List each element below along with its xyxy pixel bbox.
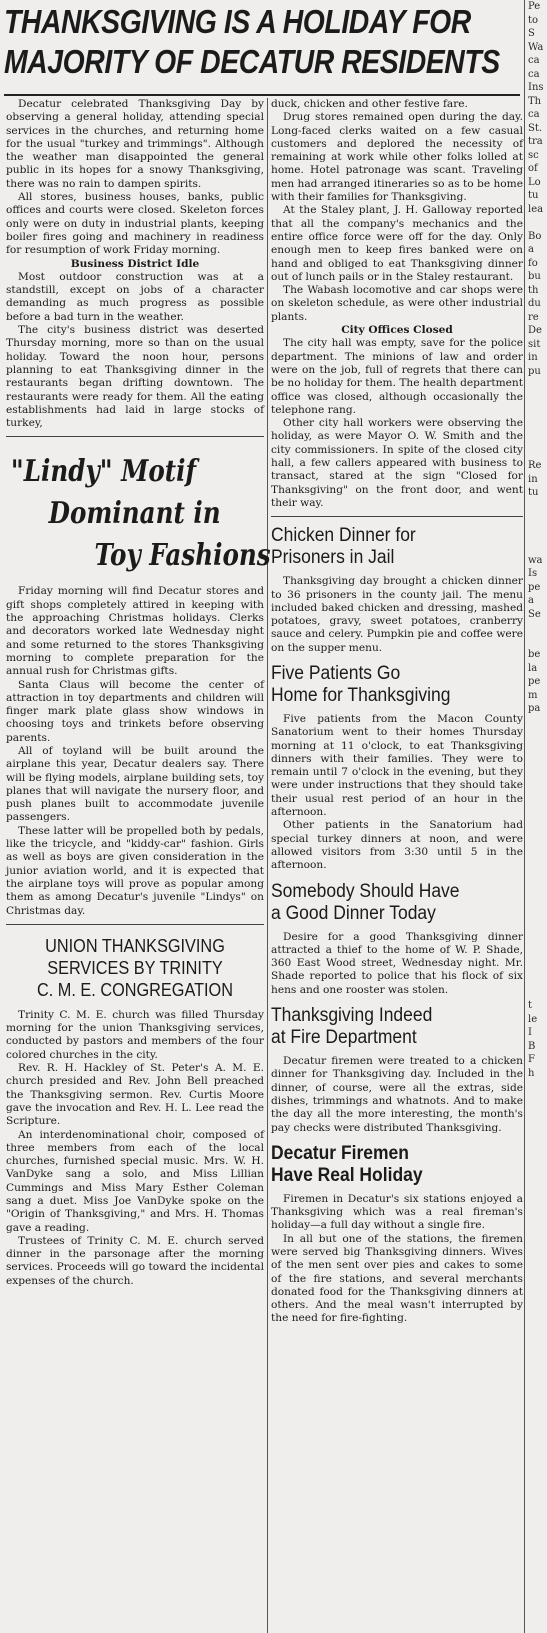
edge-fragment: in xyxy=(528,473,538,485)
edge-fragment: Pe xyxy=(528,1,541,12)
edge-fragment: sc xyxy=(528,149,539,161)
edge-fragment xyxy=(528,716,547,730)
edge-fragment xyxy=(528,635,547,649)
article-headline xyxy=(21,935,248,1001)
edge-fragment xyxy=(528,864,547,878)
edge-fragment: a xyxy=(528,595,534,606)
edge-fragment: fo xyxy=(528,257,538,269)
headline-line: Thanksgiving Indeed xyxy=(271,1005,433,1027)
paragraph: Trustees of Trinity C. M. E. church served dinner in the parsonage after the morning services. Proceeds will go toward the incidental expenses of the church. xyxy=(6,1234,264,1287)
edge-fragment: St. xyxy=(528,122,543,134)
edge-fragment: F xyxy=(528,1054,535,1065)
headline-line: Somebody Should Have xyxy=(271,880,460,902)
headline-line: UNION THANKSGIVING xyxy=(45,934,225,956)
paragraph: An interdenominational choir, composed of three members from each of the local churches, furnished special music. Mrs. W. H. VanDyke sang a solo, and Miss Lillian Cummings and Miss Mary Esther Coleman sang a duet. Miss Joe VanDyke spoke on the "Origin of Thanksgiving," and Mrs. H. Thomas gave a reading. xyxy=(6,1128,264,1234)
main-story-continued xyxy=(271,98,523,510)
paragraph: Thanksgiving day brought a chicken dinner to 36 prisoners in the county jail. The menu included baked chicken and dressing, mashed potatoes, gravy, sweet potatoes, cranberry sauce and celery. Pumpkin pie and coffee were on the supper menu. xyxy=(271,575,523,654)
union-article xyxy=(6,935,264,1288)
edge-fragment: pu xyxy=(528,365,541,377)
paragraph: Desire for a good Thanksgiving dinner attracted a thief to the home of W. P. Shade, 360 East Wood street, Wednesday night. Mr. Shade reported to police that his flock of six hens and one rooster was stolen. xyxy=(271,930,523,996)
edge-fragment xyxy=(528,513,547,527)
edge-fragment: le xyxy=(528,1013,538,1025)
headline-line: Chicken Dinner for xyxy=(271,525,416,547)
edge-fragment: du xyxy=(528,298,541,309)
edge-fragment: ca xyxy=(528,55,540,66)
paragraph: In all but one of the stations, the firemen were served big Thanksgiving dinners. Wives of the men sent over pies and cakes to some of the fire stations, and several merchants donated food for the Thanksgiving dinners at others. And the meal wasn't interrupted by the need for fire-fighting. xyxy=(271,1232,523,1325)
edge-fragment xyxy=(528,837,547,851)
article-headline xyxy=(271,525,503,569)
edge-fragment: Lo xyxy=(528,176,541,188)
firemen-article xyxy=(271,1143,523,1326)
edge-fragment xyxy=(528,972,547,986)
paragraph: Friday morning will find Decatur stores and gift shops completely attired in keeping with the approaching Christmas holidays. Clerks and decorators worked late Wednesday night and some returned to the stores Thanksgiving morning to complete preparation for the annual rush for Christmas gifts. xyxy=(6,585,264,678)
edge-fragment: ca xyxy=(528,109,540,120)
paragraph: Most outdoor construction was at a standstill, except on jobs of a character demanding as much progress as possible before a bad turn in the weather. xyxy=(6,270,264,323)
edge-fragment: a xyxy=(528,244,534,255)
edge-fragment: tu xyxy=(528,487,539,498)
edge-fragment: bu xyxy=(528,271,541,282)
article-headline xyxy=(271,663,503,707)
edge-fragment xyxy=(528,878,547,892)
headline-line: Home for Thanksgiving xyxy=(271,684,451,706)
edge-fragment xyxy=(528,500,547,514)
section-rule xyxy=(6,436,264,437)
paragraph: At the Staley plant, J. H. Galloway reported that all the company's mechanics and the entire office force were off for the day. Only enough men to keep fires banked were on hand and obliged to eat Thanksgiving dinner out of lunch pails or in the Staley restaurant. xyxy=(271,204,523,283)
edge-fragment xyxy=(528,797,547,811)
headline-line-2: MAJORITY OF DECATUR RESIDENTS xyxy=(4,43,500,80)
edge-fragment: wa xyxy=(528,554,543,566)
edge-fragment: pe xyxy=(528,676,541,687)
edge-fragment: of xyxy=(528,163,538,174)
edge-fragment xyxy=(528,446,547,460)
edge-fragment xyxy=(528,432,547,446)
headline-line: Prisoners in Jail xyxy=(271,547,395,569)
paragraph: The city's business district was deserted Thursday morning, more so than on the usual holiday. Toward the noon hour, persons planning to eat Thanksgiving dinner in the restaurants began drifting downtown. The restaurants were ready for them. All the eating establishments had laid in large stocks of turkey, xyxy=(6,324,264,430)
edge-fragment: in xyxy=(528,352,538,363)
edge-fragment: I xyxy=(528,1027,532,1038)
paragraph: Trinity C. M. E. church was filled Thursday morning for the union Thanksgiving services, conducted by pastors and members of the four colored churches in the city. xyxy=(6,1008,264,1061)
main-story-start xyxy=(6,98,264,430)
edge-fragment xyxy=(528,527,547,541)
edge-fragment xyxy=(528,378,547,392)
paragraph: Santa Claus will become the center of attraction in toy departments and children will finger mark plate glass show windows in choosing toys and trinkets before observing parents. xyxy=(6,678,264,744)
edge-fragment xyxy=(528,392,547,406)
paragraph: Other patients in the Sanatorium had special turkey dinners at noon, and were allowed visitors from 3:30 until 5 in the afternoon. xyxy=(271,819,523,872)
article-headline xyxy=(271,1143,503,1187)
headline-line-1: THANKSGIVING IS A HOLIDAY FOR xyxy=(4,3,471,40)
edge-fragment xyxy=(528,851,547,865)
edge-fragment xyxy=(528,810,547,824)
edge-fragment: tu xyxy=(528,190,539,201)
subhead: City Offices Closed xyxy=(341,324,453,337)
edge-fragment: Th xyxy=(528,95,542,107)
paragraph: The Wabash locomotive and car shops were on skeleton schedule, as were other industrial plants. xyxy=(271,284,523,323)
edge-fragment: lea xyxy=(528,203,544,215)
headline-line: Toy Fashions xyxy=(94,538,271,574)
fire-department-article xyxy=(271,1005,523,1135)
jail-article xyxy=(271,525,523,655)
paragraph: Decatur firemen were treated to a chicken dinner for Thanksgiving day. Included in the dinner, of course, were all the extras, side dishes, trimmings and whatnots. And to make the day all the more interesting, the month's pay checks were distributed Thanksgiving. xyxy=(271,1055,523,1134)
edge-fragment xyxy=(528,405,547,419)
edge-fragment: re xyxy=(528,311,539,323)
section-rule xyxy=(271,516,523,517)
edge-fragment: Se xyxy=(528,608,541,620)
headline-line: Five Patients Go xyxy=(271,662,401,684)
paragraph: Five patients from the Macon County Sanatorium went to their homes Thursday morning at 11 o'clock, to eat Thanksgiving dinners with their families. They were to remain until 7 o'clock in the evening, but they were under instructions that they should take their usual rest period of an hour in the afternoon. xyxy=(271,712,523,819)
headline-line: "Lindy" Motif xyxy=(10,454,197,490)
edge-fragment xyxy=(528,729,547,743)
edge-fragment: Re xyxy=(528,460,542,471)
column-divider xyxy=(267,98,268,1633)
edge-fragment xyxy=(528,540,547,554)
edge-fragment xyxy=(528,743,547,757)
edge-fragment: Is xyxy=(528,568,538,579)
edge-fragment xyxy=(528,891,547,905)
adjacent-column-fragment xyxy=(528,0,547,1080)
headline-line: Decatur Firemen xyxy=(271,1142,409,1164)
edge-fragment xyxy=(528,986,547,1000)
headline-line: Dominant in xyxy=(48,496,221,532)
edge-fragment: la xyxy=(528,662,538,674)
edge-fragment: De xyxy=(528,325,542,336)
edge-fragment: pa xyxy=(528,703,541,714)
edge-fragment: tra xyxy=(528,136,543,147)
paragraph: Firemen in Decatur's six stations enjoyed a Thanksgiving which was a real fireman's holiday—a full day without a single fire. xyxy=(271,1192,523,1232)
headline-line: at Fire Department xyxy=(271,1027,417,1049)
paragraph: Decatur celebrated Thanksgiving Day by observing a general holiday, attending special services in the churches, and returning home for the usual "turkey and trimmings". Although the weather man disappointed the general public in its hopes for a snowy Thanksgiving, there was no rain to dampen spirits. xyxy=(6,98,264,190)
right-column xyxy=(271,98,523,1326)
section-rule xyxy=(6,924,264,925)
headline-line: SERVICES BY TRINITY xyxy=(47,956,223,978)
paragraph: Other city hall workers were observing the holiday, as were Mayor O. W. Smith and the city commissioners. In spite of the closed city hall, a few callers appeared with business to transact, stared at the sign "Closed for Thanksgiving" on the front door, and went their way. xyxy=(271,417,523,509)
article-headline xyxy=(6,451,271,577)
edge-fragment xyxy=(528,959,547,973)
headline-rule xyxy=(4,94,520,96)
paragraph: All stores, business houses, banks, public offices and courts were closed. Skeleton forces only were on duty in industrial plants, keeping boiler fires going and machinery in readiness for resumption of work Friday morning. xyxy=(6,191,264,257)
edge-fragment xyxy=(528,783,547,797)
edge-fragment: t xyxy=(528,1000,533,1011)
edge-fragment xyxy=(528,945,547,959)
paragraph: duck, chicken and other festive fare. xyxy=(271,98,468,110)
edge-fragment xyxy=(528,216,547,230)
edge-fragment: h xyxy=(528,1067,535,1079)
edge-fragment: B xyxy=(528,1040,536,1052)
edge-fragment xyxy=(528,918,547,932)
edge-fragment: Ins xyxy=(528,82,544,93)
paragraph: All of toyland will be built around the airplane this year, Decatur dealers say. There will be flying models, airplane building sets, toy planes that will navigate the nursery floor, and push planes built to accommodate juvenile passengers. xyxy=(6,744,264,824)
edge-fragment: m xyxy=(528,689,538,701)
edge-fragment: S xyxy=(528,28,535,39)
edge-fragment xyxy=(528,419,547,433)
article-headline xyxy=(271,881,503,925)
main-headline xyxy=(4,2,500,82)
paragraph: These latter will be propelled both by pedals, like the tricycle, and "kiddy-car" fashion. Girls as well as boys are given consideration in the junior aviation world, and it is expected that the airplane toys will prove as popular among them as among Decatur's juvenile "Lindys" on Christmas day. xyxy=(6,824,264,917)
edge-fragment: Wa xyxy=(528,41,544,53)
edge-fragment: sit xyxy=(528,338,541,350)
edge-fragment: ca xyxy=(528,68,540,80)
patients-article xyxy=(271,663,523,873)
edge-fragment xyxy=(528,621,547,635)
edge-fragment: be xyxy=(528,649,541,660)
lindy-article xyxy=(6,451,271,917)
edge-fragment: pe xyxy=(528,581,541,593)
article-headline xyxy=(271,1005,503,1049)
edge-fragment xyxy=(528,905,547,919)
shade-article xyxy=(271,881,523,997)
edge-fragment: to xyxy=(528,14,539,26)
edge-fragment: th xyxy=(528,284,539,296)
headline-line: C. M. E. CONGREGATION xyxy=(37,978,233,1000)
edge-fragment xyxy=(528,932,547,946)
edge-fragment: Bo xyxy=(528,230,542,242)
paragraph: Drug stores remained open during the day. Long-faced clerks waited on a few casual customers and deplored the necessity of remaining at work while other folks lolled at home. Hotel patronage was scant. Traveling men had arranged itineraries so as to be home with their families for Thanksgiving. xyxy=(271,111,523,204)
subhead: Business District Idle xyxy=(70,257,200,270)
paragraph: The city hall was empty, save for the police department. The minions of law and order were on the job, full of regrets that there can be no holiday for them. The health department office was closed, although occasionally the telephone rang. xyxy=(271,337,523,416)
headline-line: Have Real Holiday xyxy=(271,1164,423,1186)
edge-fragment xyxy=(528,770,547,784)
left-column xyxy=(6,98,271,1288)
edge-fragment xyxy=(528,756,547,770)
column-divider xyxy=(524,0,525,1633)
paragraph: Rev. R. H. Hackley of St. Peter's A. M. E. church presided and Rev. John Bell preached the Thanksgiving sermon. Rev. Curtis Moore gave the invocation and Rev. H. L. Lee read the Scripture. xyxy=(6,1062,264,1128)
headline-line: a Good Dinner Today xyxy=(271,902,436,924)
edge-fragment xyxy=(528,824,547,838)
